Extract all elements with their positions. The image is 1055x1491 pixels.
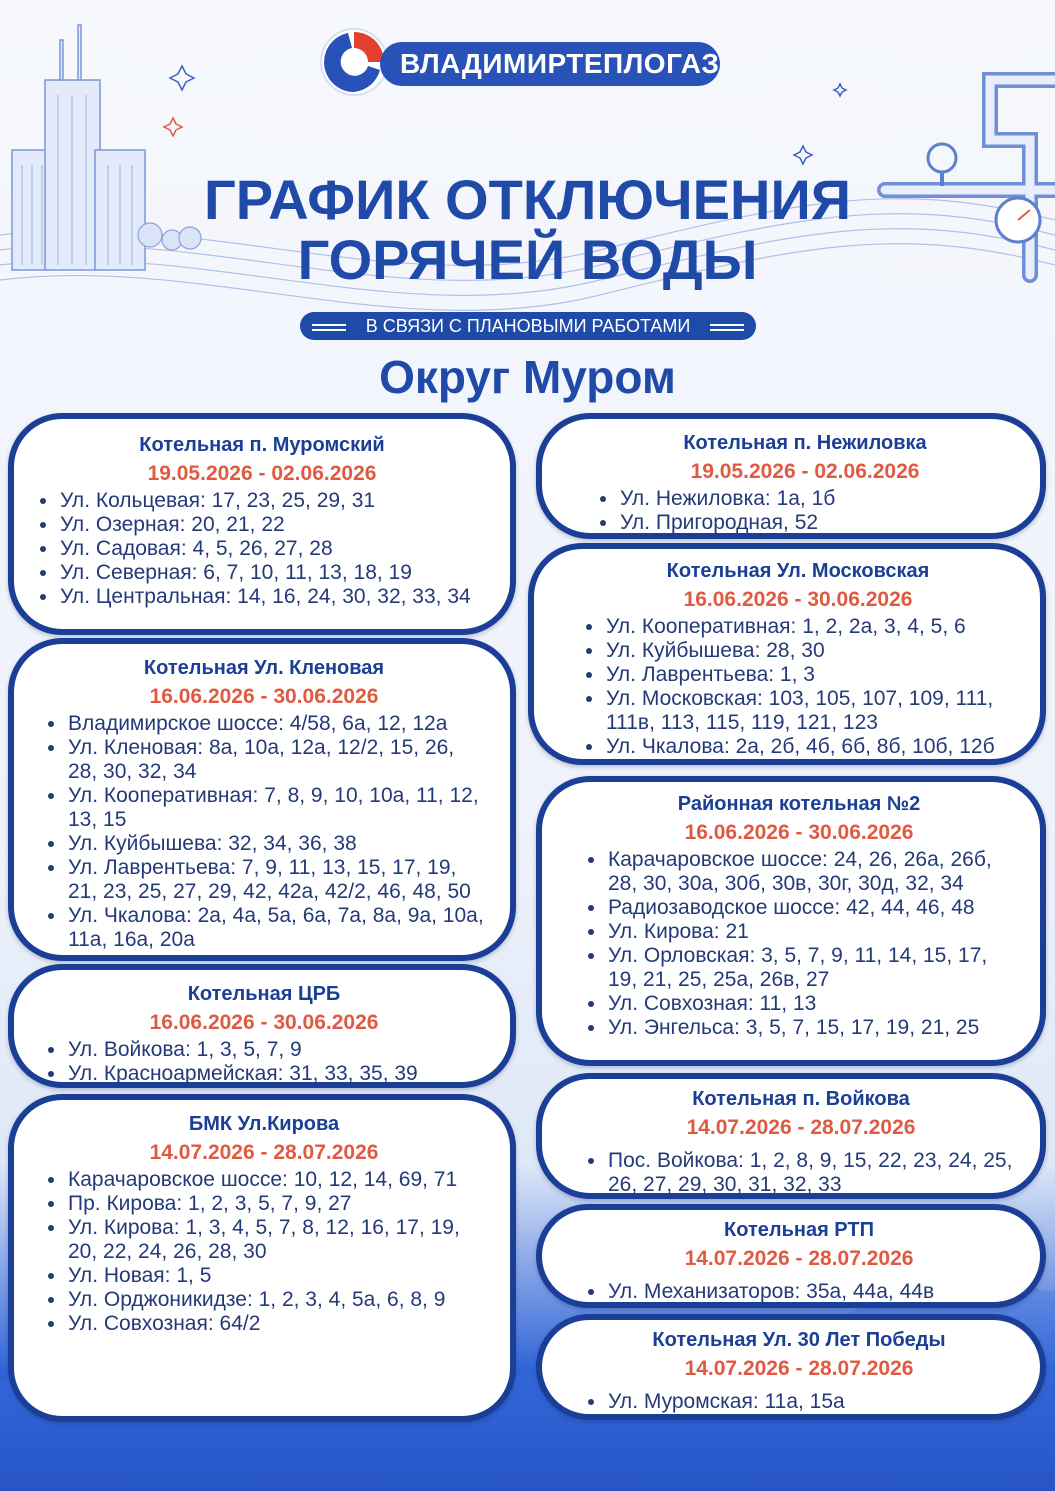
- address-item: Ул. Чкалова: 2а, 2б, 4б, 6б, 8б, 10б, 12б: [606, 735, 1016, 759]
- address-list: [582, 1149, 1020, 1197]
- ribbon-decoration-right: [710, 324, 744, 326]
- ribbon-decoration-left: [312, 324, 346, 326]
- card-title: Котельная ЦРБ: [187, 983, 341, 1005]
- boiler-card: [536, 413, 1046, 539]
- page-title-line1: ГРАФИК ОТКЛЮЧЕНИЯ: [204, 168, 851, 231]
- address-list: [42, 1168, 486, 1336]
- card-title: Котельная РТП: [724, 1219, 874, 1241]
- address-item: Ул. Кооперативная: 7, 8, 9, 10, 10а, 11, 12, 13, 15: [68, 784, 486, 832]
- boiler-card: [536, 1073, 1046, 1199]
- boiler-card: [536, 776, 1046, 1066]
- address-item: Ул. Энгельса: 3, 5, 7, 15, 17, 19, 21, 25: [608, 1016, 1016, 1040]
- address-item: Пр. Кирова: 1, 2, 3, 5, 7, 9, 27: [68, 1192, 486, 1216]
- boiler-card: [536, 1204, 1046, 1308]
- address-list: [42, 1038, 486, 1086]
- boiler-card: [8, 964, 516, 1088]
- card-dates: 16.06.2026 - 30.06.2026: [684, 821, 914, 844]
- card-title: Котельная Ул. 30 Лет Победы: [652, 1329, 946, 1351]
- address-item: Ул. Совхозная: 11, 13: [608, 992, 1016, 1016]
- address-item: Ул. Северная: 6, 7, 10, 11, 13, 18, 19: [60, 561, 490, 585]
- address-item: Владимирское шоссе: 4/58, 6а, 12, 12а: [68, 712, 486, 736]
- address-item: Ул. Орловская: 3, 5, 7, 9, 11, 14, 15, 17, 19, 21, 25, 25а, 26в, 27: [608, 944, 1016, 992]
- address-item: Ул. Куйбышева: 28, 30: [606, 639, 1016, 663]
- address-item: Ул. Кирова: 21: [608, 920, 1016, 944]
- boiler-card: [8, 413, 516, 635]
- address-item: Ул. Новая: 1, 5: [68, 1264, 486, 1288]
- brand-name: ВЛАДИМИРТЕПЛОГАЗ: [380, 42, 720, 86]
- boiler-card: [528, 543, 1046, 765]
- card-title: Котельная п. Муромский: [139, 434, 385, 456]
- card-dates: 16.06.2026 - 30.06.2026: [683, 588, 913, 611]
- boiler-card: [536, 1314, 1046, 1420]
- card-title: Котельная п. Нежиловка: [683, 432, 927, 454]
- card-title: Районная котельная №2: [677, 793, 921, 815]
- address-item: Ул. Чкалова: 2а, 4а, 5а, 6а, 7а, 8а, 9а, 10а, 11а, 16а, 20а: [68, 904, 486, 952]
- address-item: Ул. Кирова: 1, 3, 4, 5, 7, 8, 12, 16, 17, 19, 20, 22, 24, 26, 28, 30: [68, 1216, 486, 1264]
- card-dates: 14.07.2026 - 28.07.2026: [684, 1247, 914, 1270]
- subtitle-ribbon: [300, 312, 756, 340]
- address-item: Ул. Муромская: 11а, 15а: [608, 1390, 1016, 1414]
- card-dates: 14.07.2026 - 28.07.2026: [686, 1116, 916, 1139]
- address-item: Радиозаводское шоссе: 42, 44, 46, 48: [608, 896, 1016, 920]
- address-item: Ул. Центральная: 14, 16, 24, 30, 32, 33, 34: [60, 585, 490, 609]
- address-item: Ул. Кооперативная: 1, 2, 2а, 3, 4, 5, 6: [606, 615, 1016, 639]
- card-title: Котельная Ул. Кленовая: [143, 657, 385, 679]
- card-dates: 16.06.2026 - 30.06.2026: [149, 1011, 379, 1034]
- address-list: [582, 1390, 1016, 1414]
- address-item: Ул. Кольцевая: 17, 23, 25, 29, 31: [60, 489, 490, 513]
- address-list: [594, 487, 1016, 535]
- brand-logo: [318, 26, 728, 98]
- address-item: Ул. Кленовая: 8а, 10а, 12а, 12/2, 15, 26, 28, 30, 32, 34: [68, 736, 486, 784]
- valve-wheel: [928, 144, 956, 172]
- boiler-card: [8, 1094, 516, 1422]
- address-list: [42, 712, 486, 952]
- address-item: Ул. Озерная: 20, 21, 22: [60, 513, 490, 537]
- card-dates: 16.06.2026 - 30.06.2026: [149, 685, 379, 708]
- address-item: Ул. Московская: 103, 105, 107, 109, 111, 111в, 113, 115, 119, 121, 123: [606, 687, 1016, 735]
- address-item: Ул. Лаврентьева: 1, 3: [606, 663, 1016, 687]
- address-item: Ул. Садовая: 4, 5, 26, 27, 28: [60, 537, 490, 561]
- address-item: Ул. Орджоникидзе: 1, 2, 3, 4, 5а, 6, 8, 9: [68, 1288, 486, 1312]
- boiler-card: [8, 638, 516, 961]
- address-item: Ул. Лаврентьева: 7, 9, 11, 13, 15, 17, 19, 21, 23, 25, 27, 29, 42, 42а, 42/2, 46, 48, 50: [68, 856, 486, 904]
- address-item: Карачаровское шоссе: 10, 12, 14, 69, 71: [68, 1168, 486, 1192]
- card-dates: 14.07.2026 - 28.07.2026: [684, 1357, 914, 1380]
- card-dates: 14.07.2026 - 28.07.2026: [149, 1141, 379, 1164]
- address-item: Ул. Красноармейская: 31, 33, 35, 39: [68, 1062, 486, 1086]
- address-item: Ул. Пригородная, 52: [620, 511, 1016, 535]
- page-title-line2: ГОРЯЧЕЙ ВОДЫ: [297, 228, 758, 291]
- address-item: Ул. Куйбышева: 32, 34, 36, 38: [68, 832, 486, 856]
- address-item: Ул. Нежиловка: 1а, 1б: [620, 487, 1016, 511]
- card-dates: 19.05.2026 - 02.06.2026: [147, 462, 377, 485]
- address-item: Ул. Механизаторов: 35а, 44а, 44в: [608, 1280, 1016, 1304]
- address-list: [582, 1280, 1016, 1304]
- address-list: [34, 489, 490, 609]
- card-dates: 19.05.2026 - 02.06.2026: [690, 460, 920, 483]
- address-item: Карачаровское шоссе: 24, 26, 26а, 26б, 28, 30, 30а, 30б, 30в, 30г, 30д, 32, 34: [608, 848, 1016, 896]
- card-title: Котельная Ул. Московская: [666, 560, 930, 582]
- address-item: Ул. Войкова: 1, 3, 5, 7, 9: [68, 1038, 486, 1062]
- address-item: Пос. Войкова: 1, 2, 8, 9, 15, 22, 23, 24, 25, 26, 27, 29, 30, 31, 32, 33: [608, 1149, 1020, 1197]
- card-title: БМК Ул.Кирова: [188, 1113, 340, 1135]
- address-list: [580, 615, 1016, 759]
- address-item: Ул. Совхозная: 64/2: [68, 1312, 486, 1336]
- card-title: Котельная п. Войкова: [692, 1088, 910, 1110]
- district-title: Округ Муром: [379, 351, 676, 403]
- address-list: [582, 848, 1016, 1040]
- subtitle-text: В СВЯЗИ С ПЛАНОВЫМИ РАБОТАМИ: [300, 312, 756, 340]
